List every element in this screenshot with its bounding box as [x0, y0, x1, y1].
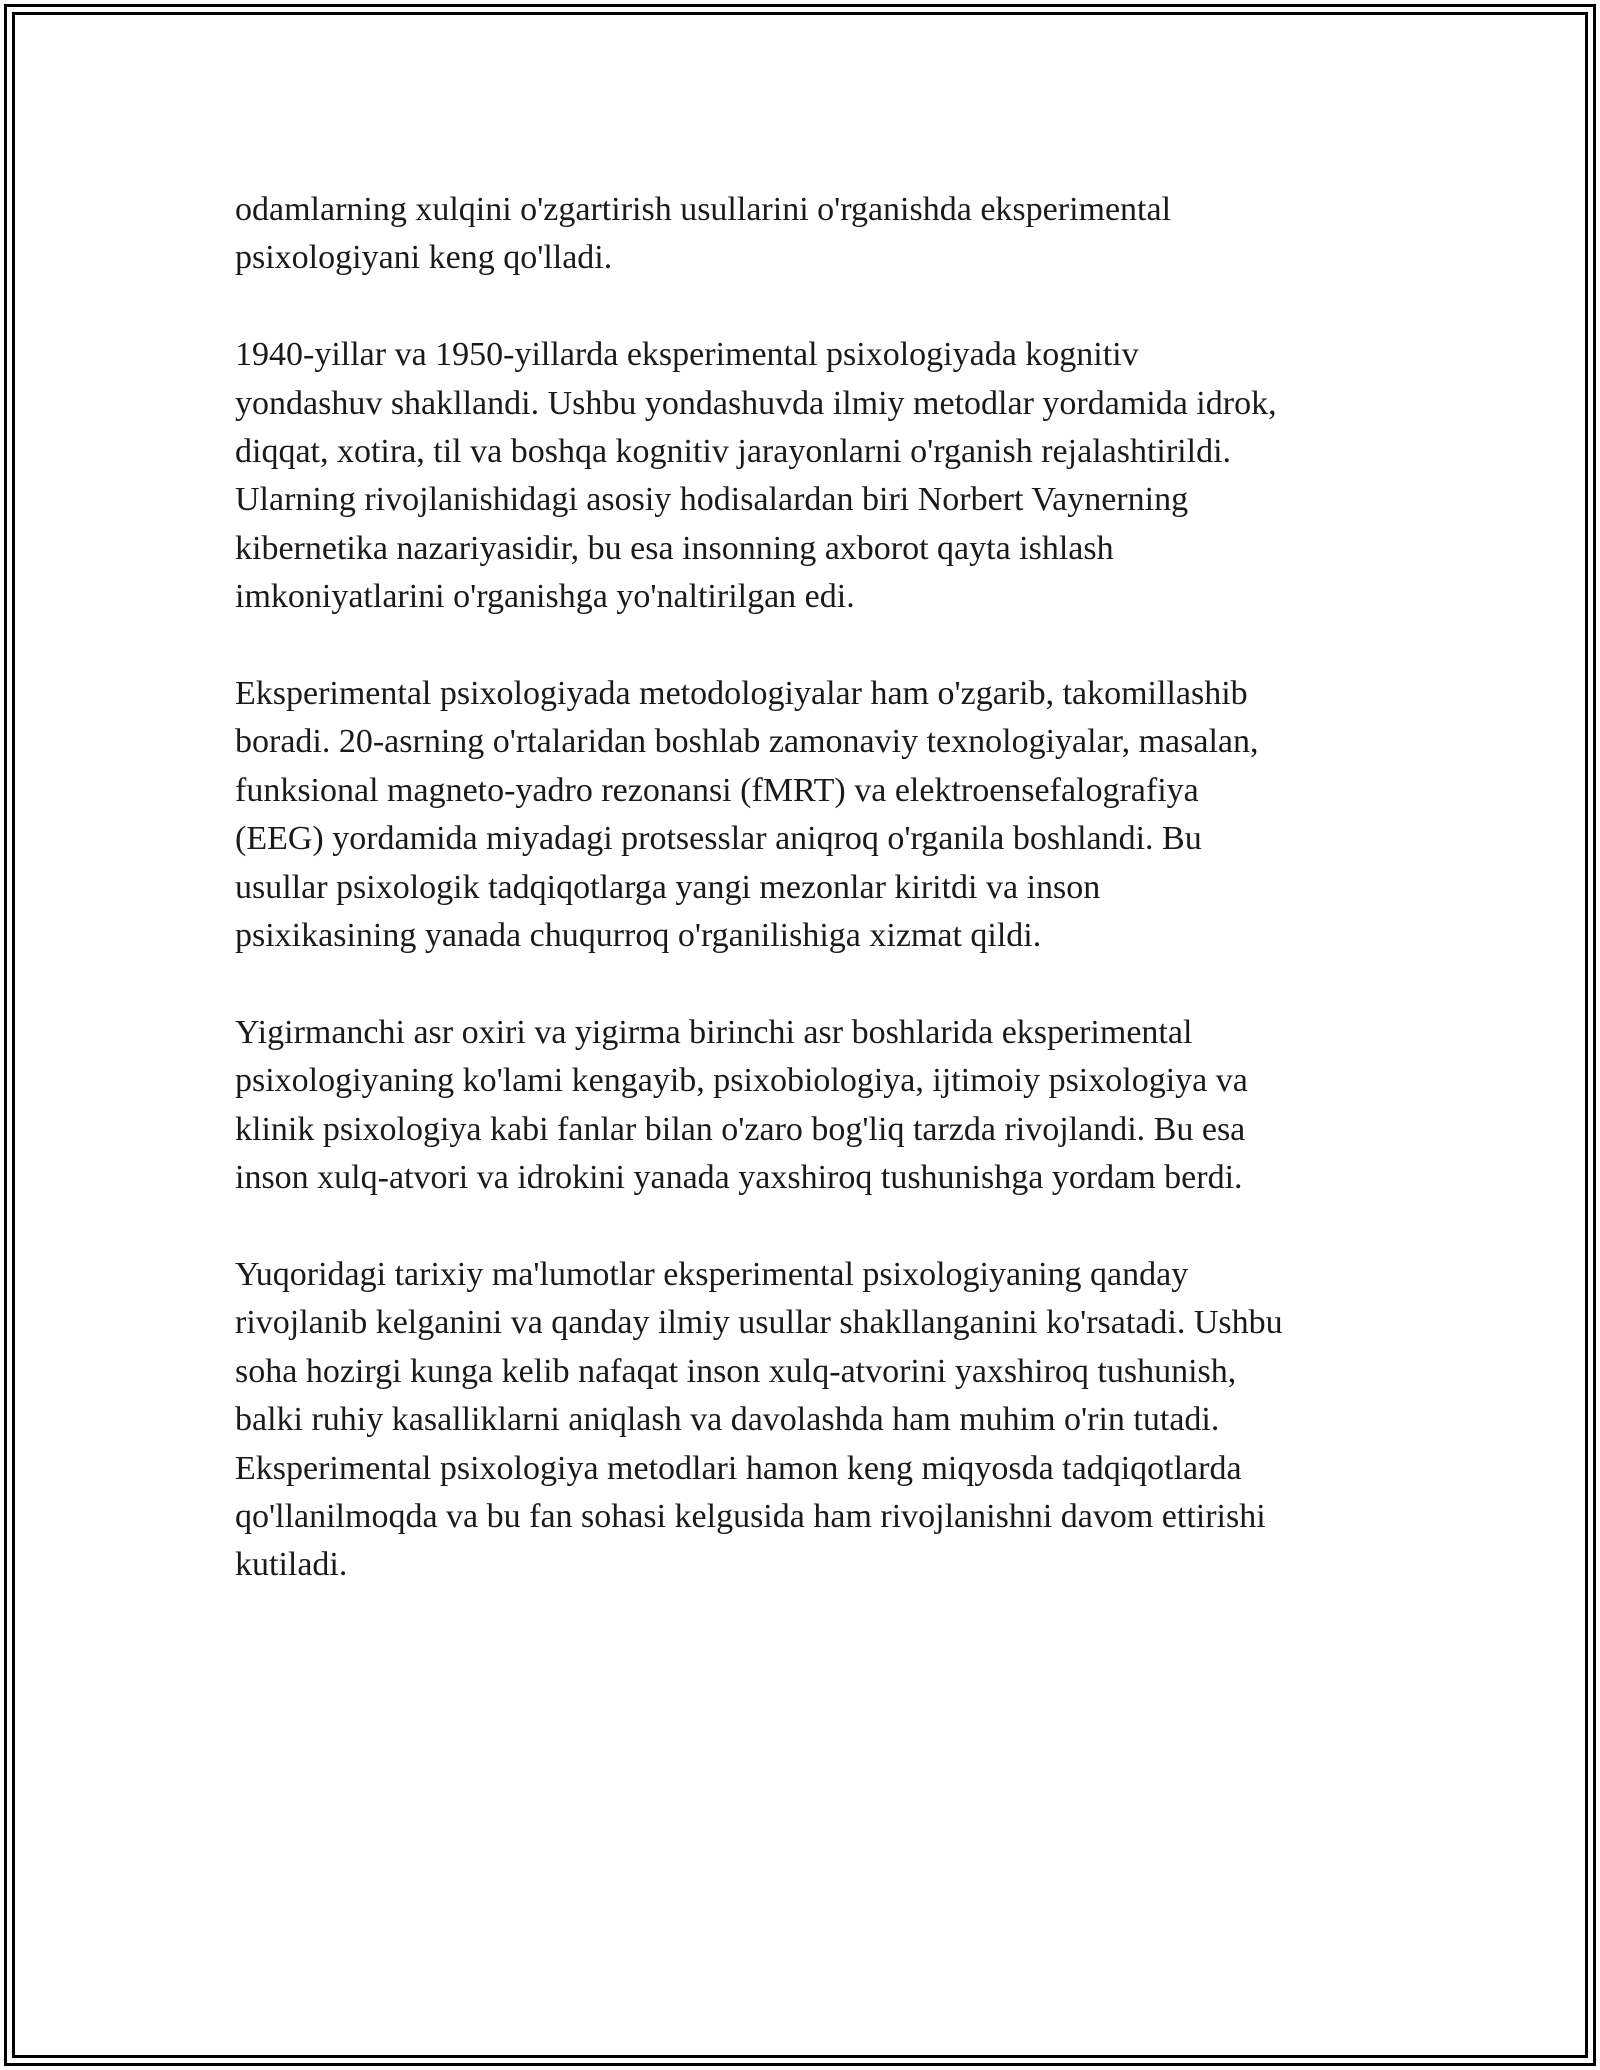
- page-content: [235, 186, 1380, 1638]
- paragraph-4: Yigirmanchi asr oxiri va yigirma birinchi asr boshlarida eksperimental psixologiyaning ko'lami kengayib, psixobiologiya, ijtimoiy psixologiya va klinik psixologiya kabi fanlar bilan o'zaro bog'liq tarzda rivojlandi. Bu esa inson xulq-atvori va idrokini yanada yaxshiroq tushunishga yordam berdi.: [235, 1013, 1248, 1197]
- paragraph-1: odamlarning xulqini o'zgartirish usullarini o'rganishda eksperimental psixologiyani keng qo'lladi.: [235, 191, 1172, 277]
- paragraph-2: 1940-yillar va 1950-yillarda eksperimental psixologiyada kognitiv yondashuv shakllandi. Ushbu yondashuvda ilmiy metodlar yordamida idrok, diqqat, xotira, til va boshqa kognitiv jarayonlarni o'rganish rejalashtirildi. Ularning rivojlanishidagi asosiy hodisalardan biri Norbert Vaynerning kibernetika nazariyasidir, bu esa insonning axborot qayta ishlash imkoniyatlarini o'rganishga yo'naltirilgan edi.: [235, 336, 1277, 616]
- paragraph-3: Eksperimental psixologiyada metodologiyalar ham o'zgarib, takomillashib boradi. 20-asrning o'rtalaridan boshlab zamonaviy texnologiyalar, masalan, funksional magneto-yadro rezonansi (fMRT) va elektroensefalografiya (EEG) yordamida miyadagi protsesslar aniqroq o'rganila boshlandi. Bu usullar psixologik tadqiqotlarga yangi mezonlar kiritdi va inson psixikasining yanada chuqurroq o'rganilishiga xizmat qildi.: [235, 675, 1259, 955]
- paragraph-5: Yuqoridagi tarixiy ma'lumotlar eksperimental psixologiyaning qanday rivojlanib kelganini va qanday ilmiy usullar shakllanganini ko'rsatadi. Ushbu soha hozirgi kunga kelib nafaqat inson xulq-atvorini yaxshiroq tushunish, balki ruhiy kasalliklarni aniqlash va davolashda ham muhim o'rin tutadi. Eksperimental psixologiya metodlari hamon keng miqyosda tadqiqotlarda qo'llanilmoqda va bu fan sohasi kelgusida ham rivojlanishni davom ettirishi kutiladi.: [235, 1255, 1283, 1584]
